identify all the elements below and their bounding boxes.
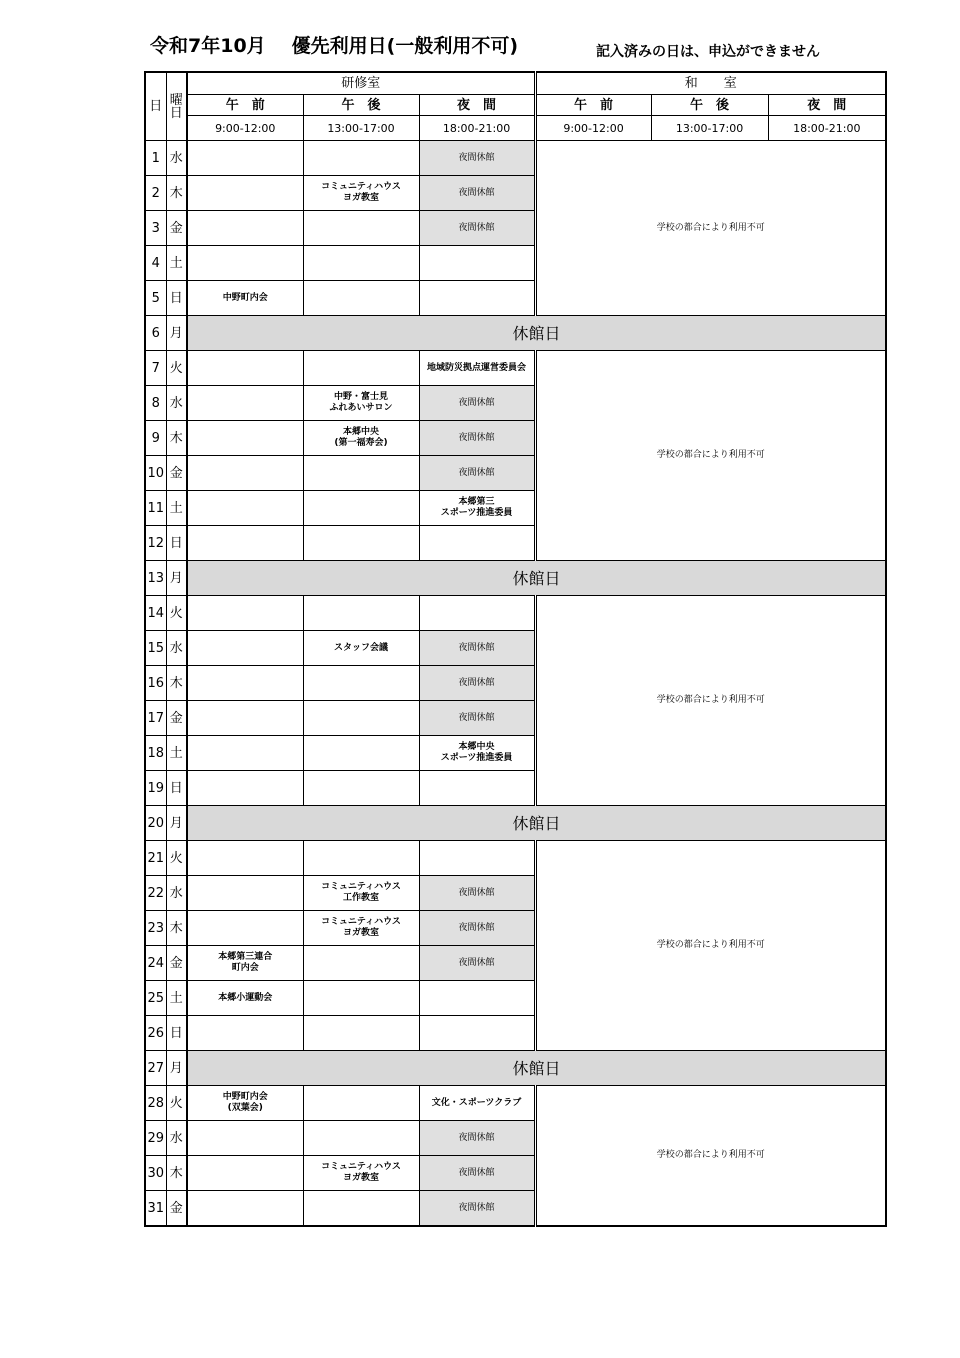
kenshu-am-cell [187, 701, 303, 736]
day-number: 21 [145, 841, 166, 876]
kenshu-pm-cell [303, 491, 419, 526]
kenshu-pm-cell [303, 841, 419, 876]
day-of-week: 木 [166, 1156, 187, 1191]
day-of-week: 日 [166, 526, 187, 561]
title-heading: 優先利用日(一般利用不可) [291, 35, 519, 57]
washitsu-unavailable-cell: 学校の都合により利用不可 [535, 841, 886, 1051]
day-number: 26 [145, 1016, 166, 1051]
day-of-week: 火 [166, 596, 187, 631]
kenshu-am-cell [187, 911, 303, 946]
kenshu-night-cell: 夜間休館 [419, 211, 535, 246]
day-number: 11 [145, 491, 166, 526]
kenshu-night-cell [419, 981, 535, 1016]
kenshu-night-cell: 夜間休館 [419, 176, 535, 211]
table-row [145, 1086, 886, 1121]
header-slot-am: 午 前 [187, 95, 303, 116]
kenshu-pm-cell [303, 456, 419, 491]
kenshu-night-cell [419, 246, 535, 281]
day-number: 17 [145, 701, 166, 736]
day-of-week: 水 [166, 386, 187, 421]
kenshu-pm-cell: コミュニティハウス ヨガ教室 [303, 911, 419, 946]
day-number: 3 [145, 211, 166, 246]
kenshu-pm-cell [303, 946, 419, 981]
kenshu-pm-cell [303, 736, 419, 771]
day-number: 10 [145, 456, 166, 491]
kenshu-am-cell [187, 351, 303, 386]
day-of-week: 日 [166, 1016, 187, 1051]
kenshu-am-cell [187, 211, 303, 246]
kenshu-night-cell: 夜間休館 [419, 456, 535, 491]
kenshu-night-cell [419, 281, 535, 316]
closed-day-cell: 休館日 [187, 1051, 886, 1086]
day-of-week: 水 [166, 1121, 187, 1156]
day-of-week: 金 [166, 1191, 187, 1227]
header-time-pm: 13:00-17:00 [303, 116, 419, 141]
day-of-week: 金 [166, 701, 187, 736]
kenshu-night-cell: 夜間休館 [419, 876, 535, 911]
kenshu-night-cell: 本郷第三 スポーツ推進委員 [419, 491, 535, 526]
kenshu-night-cell [419, 771, 535, 806]
header-slot-night: 夜 間 [419, 95, 535, 116]
closed-day-cell: 休館日 [187, 316, 886, 351]
kenshu-pm-cell [303, 1121, 419, 1156]
header-time-night: 18:00-21:00 [768, 116, 886, 141]
day-of-week: 土 [166, 736, 187, 771]
day-of-week: 金 [166, 211, 187, 246]
kenshu-pm-cell: コミュニティハウス ヨガ教室 [303, 176, 419, 211]
kenshu-pm-cell [303, 211, 419, 246]
kenshu-night-cell: 文化・スポーツクラブ [419, 1086, 535, 1121]
page-title [150, 31, 518, 58]
kenshu-am-cell [187, 526, 303, 561]
day-number: 27 [145, 1051, 166, 1086]
kenshu-night-cell: 夜間休館 [419, 421, 535, 456]
day-number: 4 [145, 246, 166, 281]
header-dow: 曜日 [166, 72, 187, 141]
kenshu-night-cell [419, 1016, 535, 1051]
day-number: 7 [145, 351, 166, 386]
kenshu-pm-cell [303, 351, 419, 386]
day-number: 12 [145, 526, 166, 561]
header-time-night: 18:00-21:00 [419, 116, 535, 141]
day-of-week: 月 [166, 806, 187, 841]
header-room-washitsu: 和 室 [535, 72, 886, 95]
table-row [145, 351, 886, 386]
day-number: 20 [145, 806, 166, 841]
header-time-am: 9:00-12:00 [187, 116, 303, 141]
kenshu-pm-cell [303, 526, 419, 561]
kenshu-pm-cell: コミュニティハウス ヨガ教室 [303, 1156, 419, 1191]
header-slot-am: 午 前 [535, 95, 651, 116]
kenshu-night-cell: 夜間休館 [419, 141, 535, 176]
kenshu-am-cell: 中野町内会 [187, 281, 303, 316]
kenshu-night-cell: 夜間休館 [419, 666, 535, 701]
kenshu-am-cell [187, 386, 303, 421]
kenshu-night-cell: 夜間休館 [419, 631, 535, 666]
day-number: 19 [145, 771, 166, 806]
day-of-week: 金 [166, 456, 187, 491]
day-of-week: 月 [166, 1051, 187, 1086]
day-of-week: 木 [166, 421, 187, 456]
kenshu-night-cell: 地域防災拠点運営委員会 [419, 351, 535, 386]
day-of-week: 日 [166, 771, 187, 806]
kenshu-night-cell [419, 526, 535, 561]
day-number: 29 [145, 1121, 166, 1156]
day-number: 14 [145, 596, 166, 631]
schedule-table [144, 71, 887, 1227]
title-period: 令和7年10月 [150, 35, 266, 57]
washitsu-unavailable-cell: 学校の都合により利用不可 [535, 141, 886, 316]
kenshu-night-cell: 本郷中央 スポーツ推進委員 [419, 736, 535, 771]
day-number: 6 [145, 316, 166, 351]
day-of-week: 水 [166, 876, 187, 911]
kenshu-night-cell: 夜間休館 [419, 1191, 535, 1227]
washitsu-unavailable-cell: 学校の都合により利用不可 [535, 596, 886, 806]
header-slot-night: 夜 間 [768, 95, 886, 116]
day-of-week: 土 [166, 491, 187, 526]
day-of-week: 火 [166, 351, 187, 386]
kenshu-pm-cell: コミュニティハウス 工作教室 [303, 876, 419, 911]
kenshu-night-cell: 夜間休館 [419, 1121, 535, 1156]
kenshu-pm-cell [303, 701, 419, 736]
kenshu-pm-cell [303, 596, 419, 631]
day-number: 16 [145, 666, 166, 701]
kenshu-night-cell: 夜間休館 [419, 701, 535, 736]
kenshu-night-cell [419, 596, 535, 631]
day-of-week: 火 [166, 1086, 187, 1121]
day-of-week: 金 [166, 946, 187, 981]
kenshu-night-cell: 夜間休館 [419, 386, 535, 421]
kenshu-pm-cell: スタッフ会議 [303, 631, 419, 666]
header-day: 日 [145, 72, 166, 141]
day-number: 15 [145, 631, 166, 666]
washitsu-unavailable-cell: 学校の都合により利用不可 [535, 1086, 886, 1227]
kenshu-night-cell: 夜間休館 [419, 911, 535, 946]
kenshu-am-cell [187, 1121, 303, 1156]
kenshu-am-cell [187, 736, 303, 771]
table-row [145, 316, 886, 351]
kenshu-pm-cell [303, 246, 419, 281]
table-row [145, 141, 886, 176]
kenshu-am-cell [187, 631, 303, 666]
day-number: 5 [145, 281, 166, 316]
table-row [145, 596, 886, 631]
header-time-am: 9:00-12:00 [535, 116, 651, 141]
kenshu-am-cell [187, 141, 303, 176]
day-number: 24 [145, 946, 166, 981]
day-number: 1 [145, 141, 166, 176]
kenshu-pm-cell [303, 1086, 419, 1121]
table-row [145, 561, 886, 596]
day-number: 13 [145, 561, 166, 596]
kenshu-pm-cell [303, 981, 419, 1016]
day-number: 30 [145, 1156, 166, 1191]
kenshu-am-cell [187, 596, 303, 631]
kenshu-am-cell [187, 841, 303, 876]
day-of-week: 木 [166, 911, 187, 946]
kenshu-night-cell: 夜間休館 [419, 1156, 535, 1191]
day-of-week: 水 [166, 141, 187, 176]
notice-text: 記入済みの日は、申込ができません [596, 44, 820, 60]
kenshu-am-cell [187, 246, 303, 281]
kenshu-am-cell [187, 771, 303, 806]
day-number: 25 [145, 981, 166, 1016]
day-of-week: 月 [166, 316, 187, 351]
table-row [145, 841, 886, 876]
kenshu-am-cell: 本郷小運動会 [187, 981, 303, 1016]
kenshu-am-cell [187, 1191, 303, 1227]
kenshu-night-cell [419, 841, 535, 876]
day-number: 2 [145, 176, 166, 211]
day-of-week: 土 [166, 981, 187, 1016]
day-of-week: 火 [166, 841, 187, 876]
table-row [145, 1051, 886, 1086]
day-of-week: 月 [166, 561, 187, 596]
kenshu-pm-cell [303, 1016, 419, 1051]
day-of-week: 木 [166, 666, 187, 701]
day-of-week: 木 [166, 176, 187, 211]
day-number: 23 [145, 911, 166, 946]
day-number: 28 [145, 1086, 166, 1121]
kenshu-am-cell [187, 176, 303, 211]
kenshu-night-cell: 夜間休館 [419, 946, 535, 981]
header-slot-pm: 午 後 [303, 95, 419, 116]
header-slot-pm: 午 後 [651, 95, 768, 116]
closed-day-cell: 休館日 [187, 561, 886, 596]
day-number: 8 [145, 386, 166, 421]
day-number: 31 [145, 1191, 166, 1227]
kenshu-am-cell [187, 421, 303, 456]
day-of-week: 水 [166, 631, 187, 666]
kenshu-pm-cell: 本郷中央 (第一福寿会) [303, 421, 419, 456]
kenshu-am-cell [187, 666, 303, 701]
table-row [145, 806, 886, 841]
day-number: 22 [145, 876, 166, 911]
kenshu-am-cell: 中野町内会 (双葉会) [187, 1086, 303, 1121]
kenshu-pm-cell: 中野・富士見 ふれあいサロン [303, 386, 419, 421]
kenshu-pm-cell [303, 141, 419, 176]
day-number: 9 [145, 421, 166, 456]
header-room-kenshu: 研修室 [187, 72, 535, 95]
kenshu-pm-cell [303, 281, 419, 316]
kenshu-am-cell [187, 456, 303, 491]
day-of-week: 土 [166, 246, 187, 281]
kenshu-pm-cell [303, 1191, 419, 1227]
kenshu-am-cell [187, 1016, 303, 1051]
kenshu-am-cell [187, 491, 303, 526]
day-of-week: 日 [166, 281, 187, 316]
kenshu-pm-cell [303, 666, 419, 701]
kenshu-am-cell [187, 876, 303, 911]
kenshu-am-cell [187, 1156, 303, 1191]
washitsu-unavailable-cell: 学校の都合により利用不可 [535, 351, 886, 561]
kenshu-pm-cell [303, 771, 419, 806]
header-time-pm: 13:00-17:00 [651, 116, 768, 141]
kenshu-am-cell: 本郷第三連合 町内会 [187, 946, 303, 981]
day-number: 18 [145, 736, 166, 771]
closed-day-cell: 休館日 [187, 806, 886, 841]
